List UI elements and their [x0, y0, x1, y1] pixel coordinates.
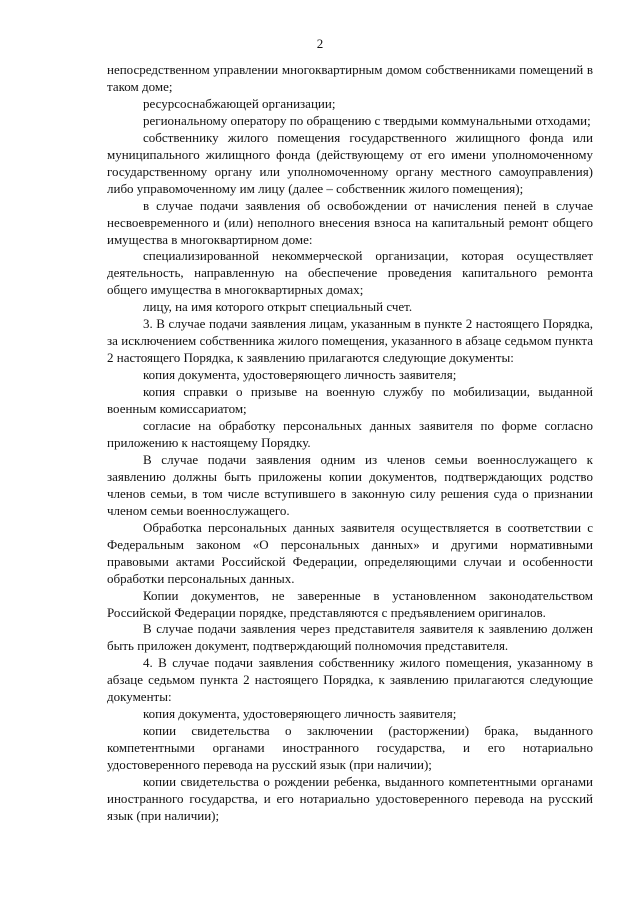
paragraph: лицу, на имя которого открыт специальный счет. — [143, 299, 413, 315]
paragraph: ресурсоснабжающей организации; — [143, 95, 336, 111]
paragraph: копии свидетельства о заключении (расторжении) брака, выданного компетентными органами иностранного государства, и его нотариально удостоверенного перевода на русский язык (при наличии); — [107, 723, 593, 773]
paragraph: копия документа, удостоверяющего личность заявителя; — [143, 706, 457, 722]
paragraph: копия документа, удостоверяющего личность заявителя; — [143, 367, 457, 383]
paragraph: Обработка персональных данных заявителя осуществляется в соответствии с Федеральным законом «О персональных данных» и другими нормативными правовыми актами Российской Федерации, определяющими случаи и особенности обработки персональных данных. — [107, 519, 593, 586]
paragraph: В случае подачи заявления одним из членов семьи военнослужащего к заявлению должны быть приложены копии документов, подтверждающих родство членов семьи, в том числе вступившего в законную силу решения суда о признании членом семьи военнослужащего. — [107, 451, 593, 518]
paragraph: копии свидетельства о рождении ребенка, выданного компетентными органами иностранного государства, и его нотариально удостоверенного перевода на русский язык (при наличии); — [107, 774, 593, 823]
document-body — [107, 62, 593, 825]
paragraph: 3. В случае подачи заявления лицам, указанным в пункте 2 настоящего Порядка, за исключением собственника жилого помещения, указанного в абзаце седьмом пункта 2 настоящего Порядка, к заявлению прилагаются следующие документы: — [107, 316, 593, 366]
paragraph: в случае подачи заявления об освобождении от начисления пеней в случае несвоевременного и (или) неполного внесения взноса на капитальный ремонт общего имущества в многоквартирном доме: — [107, 197, 593, 247]
paragraph: согласие на обработку персональных данных заявителя по форме согласно приложению к настоящему Порядку. — [107, 418, 593, 450]
paragraph: региональному оператору по обращению с твердыми коммунальными отходами; — [143, 112, 591, 128]
paragraph: Копии документов, не заверенные в установленном законодательством Российской Федерации порядке, представляются с предъявлением оригиналов. — [107, 587, 593, 620]
paragraph: 4. В случае подачи заявления собственнику жилого помещения, указанному в абзаце седьмом пункта 2 настоящего Порядка, к заявлению прилагаются следующие документы: — [107, 655, 593, 705]
paragraph: копия справки о призыве на военную службу по мобилизации, выданной военным комиссариатом; — [107, 384, 593, 417]
page-number: 2 — [316, 36, 324, 51]
paragraph: непосредственном управлении многоквартирным домом собственниками помещений в таком доме; — [107, 62, 593, 94]
paragraph: В случае подачи заявления через представителя заявителя к заявлению должен быть приложен документ, подтверждающий полномочия представителя. — [107, 621, 593, 654]
paragraph: специализированной некоммерческой организации, которая осуществляет деятельность, направленную на обеспечение проведения капитального ремонта общего имущества в многоквартирных домах; — [107, 248, 593, 298]
paragraph: собственнику жилого помещения государственного жилищного фонда или муниципального жилищного фонда (действующему от его имени уполномоченному государственному органу или уполномоченному органу местного самоуправления) либо управомоченному им лицу (далее – собственник жилого помещения); — [107, 129, 593, 196]
